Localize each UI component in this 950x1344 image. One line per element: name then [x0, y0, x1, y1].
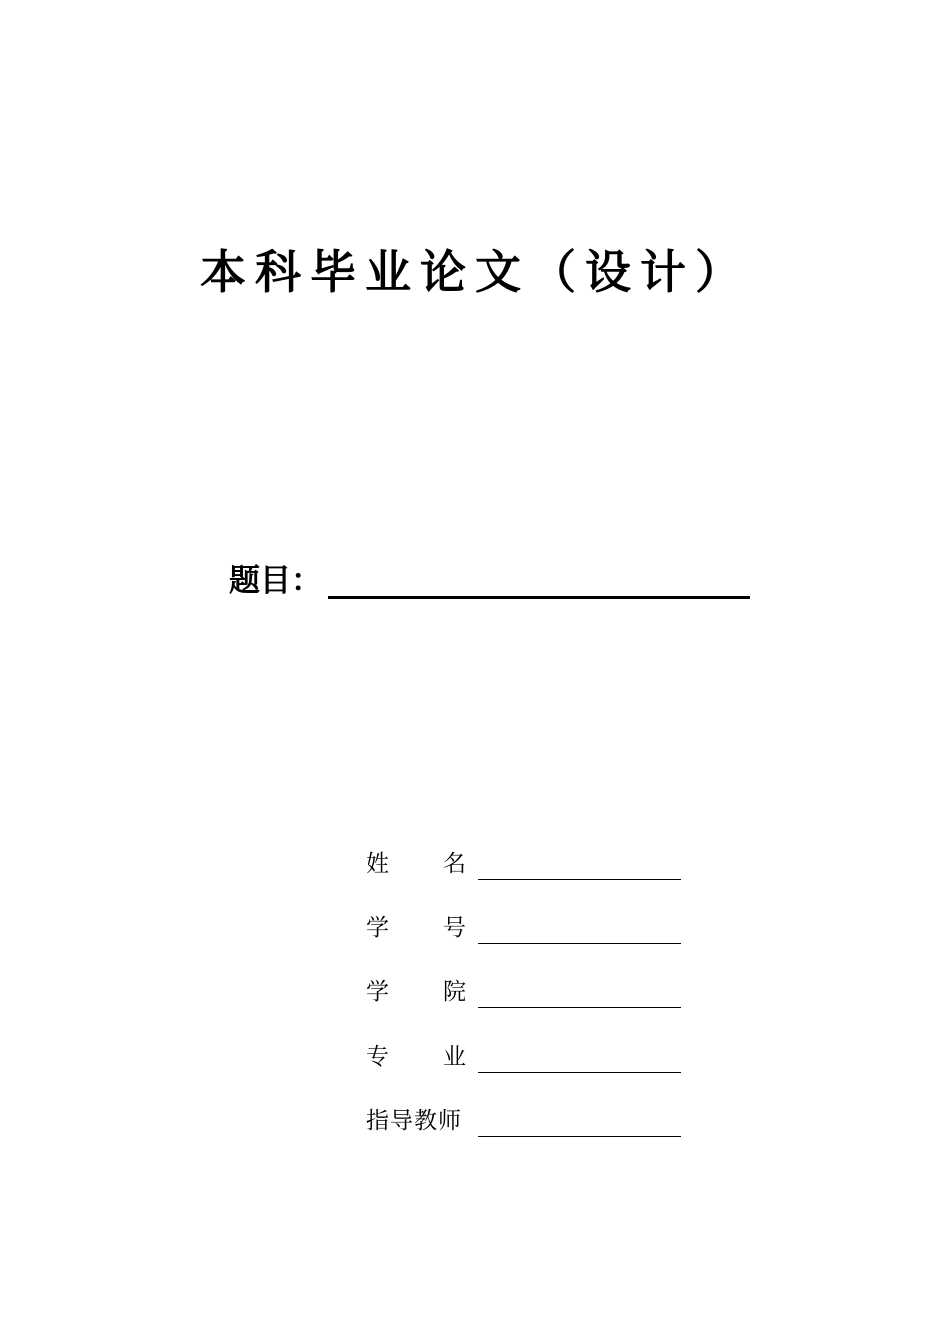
field-label-student-id-right: 号: [443, 915, 466, 941]
advisor-blank-line[interactable]: [478, 1136, 681, 1137]
field-label-major-left: 专: [366, 1044, 389, 1070]
field-row-advisor: [366, 1103, 681, 1139]
field-label-major-right: 业: [443, 1044, 466, 1070]
topic-label: 题目：: [229, 563, 322, 599]
student-id-blank-line[interactable]: [478, 943, 681, 944]
college-blank-line[interactable]: [478, 1007, 681, 1008]
topic-row: [229, 559, 750, 603]
field-label-college-left: 学: [366, 979, 389, 1005]
topic-blank-line[interactable]: [328, 596, 750, 599]
field-label-major: [366, 1039, 466, 1075]
name-blank-line[interactable]: [478, 879, 681, 880]
field-label-student-id: [366, 910, 466, 946]
field-label-advisor: 指导教师: [366, 1108, 462, 1134]
major-blank-line[interactable]: [478, 1072, 681, 1073]
field-label-student-id-left: 学: [366, 915, 389, 941]
document-title: 本科毕业论文（设计）: [200, 245, 750, 299]
field-label-name-left: 姓: [366, 851, 389, 877]
field-label-name-right: 名: [443, 851, 466, 877]
field-label-name: [366, 846, 466, 882]
field-row-major: [366, 1039, 681, 1075]
field-row-name: [366, 846, 681, 882]
field-label-college: [366, 974, 466, 1010]
field-label-college-right: 院: [443, 979, 466, 1005]
field-row-college: [366, 974, 681, 1010]
field-row-student-id: [366, 910, 681, 946]
